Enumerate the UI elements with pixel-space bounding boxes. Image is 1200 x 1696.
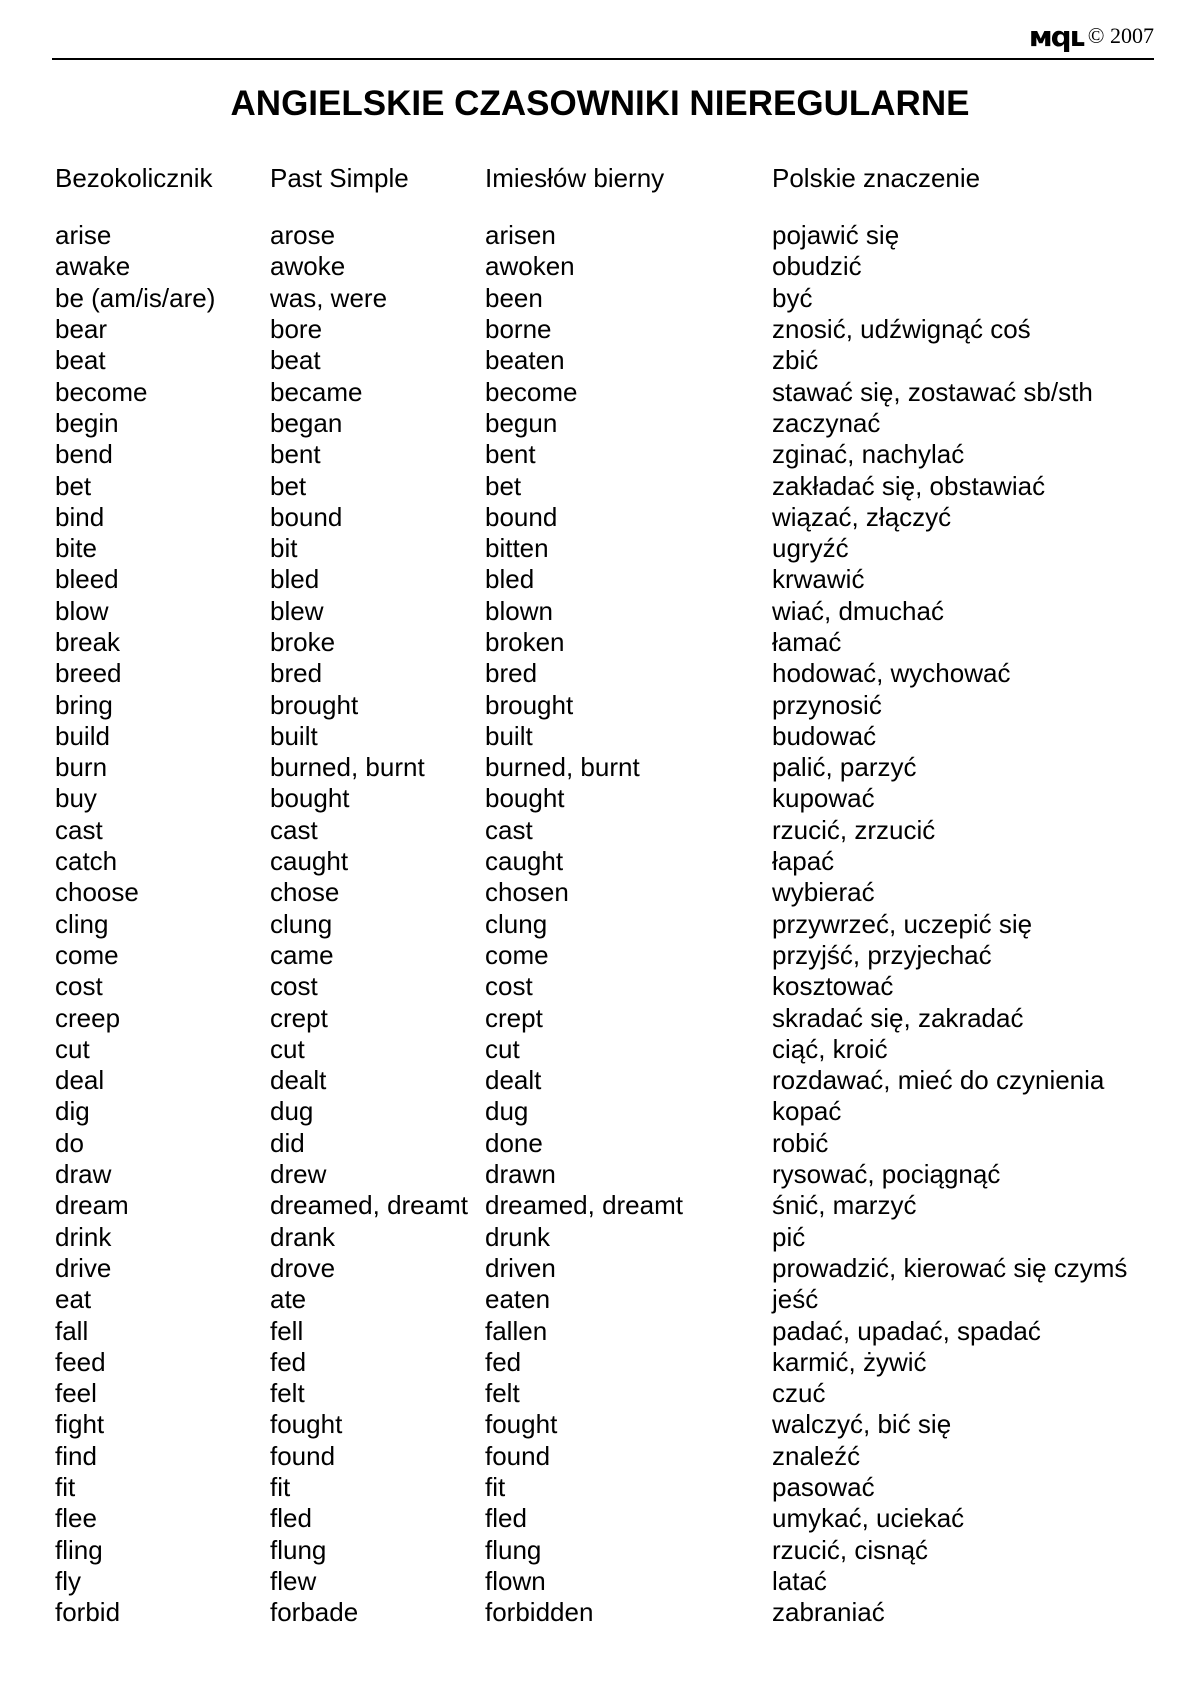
cell-past-simple: cost [270,971,318,1002]
cell-infinitive: drive [55,1252,112,1283]
cell-polish-meaning: wiać, dmuchać [772,595,944,626]
table-row [55,220,1165,251]
cell-infinitive: bind [55,501,105,532]
cell-past-simple: fought [270,1409,343,1440]
table-row [55,314,1165,345]
table-row [55,846,1165,877]
table-row [55,1409,1165,1440]
brand [1030,22,1154,51]
table-row [55,470,1165,501]
cell-infinitive: fight [55,1409,105,1440]
cell-infinitive: cling [55,908,109,939]
cell-infinitive: draw [55,1159,112,1190]
cell-past-participle: cost [485,971,533,1002]
cell-polish-meaning: wiązać, złączyć [772,501,952,532]
cell-past-simple: caught [270,846,349,877]
cell-past-participle: brought [485,689,574,720]
cell-polish-meaning: przywrzeć, uczepić się [772,908,1033,939]
table-row [55,1159,1165,1190]
cell-polish-meaning: obudzić [772,251,862,282]
table-row [55,1597,1165,1628]
cell-past-participle: felt [485,1378,520,1409]
cell-past-participle: bent [485,439,536,470]
cell-polish-meaning: walczyć, bić się [772,1409,952,1440]
cell-past-simple: bred [270,658,323,689]
cell-past-participle: fallen [485,1315,548,1346]
cell-past-participle: crept [485,1002,543,1033]
cell-infinitive: bear [55,314,108,345]
table-row [55,689,1165,720]
cell-infinitive: break [55,627,121,657]
cell-infinitive: be (am/is/are) [55,282,216,313]
cell-past-simple: flew [270,1565,317,1596]
cell-past-simple: bought [270,783,350,814]
table-row [55,783,1165,814]
cell-infinitive: fling [55,1534,103,1565]
cell-infinitive: dream [55,1190,129,1221]
cell-infinitive: build [55,720,110,751]
table-row [55,1378,1165,1409]
cell-past-simple: fed [270,1346,307,1377]
cell-past-participle: bred [485,658,538,689]
cell-past-simple: bled [270,564,320,595]
cell-polish-meaning: czuć [772,1378,826,1409]
cell-past-participle: bought [485,783,565,814]
cell-past-participle: dreamed, dreamt [485,1190,683,1221]
cell-polish-meaning: krwawić [772,564,865,595]
cell-past-participle: begun [485,407,558,438]
cell-polish-meaning: kopać [772,1096,842,1127]
cell-polish-meaning: zginać, nachylać [772,439,965,470]
column-header-past-simple: Past Simple [270,162,409,193]
page-header [52,20,1154,60]
cell-polish-meaning: zakładać się, obstawiać [772,470,1046,501]
cell-infinitive: feel [55,1378,97,1409]
table-row [55,815,1165,846]
cell-past-simple: bit [270,533,298,564]
page-title: ANGIELSKIE CZASOWNIKI NIEREGULARNE [230,84,970,123]
column-header-polish-meaning: Polskie znaczenie [772,162,981,193]
copyright-text: © 2007 [1087,23,1154,48]
table-row [55,1002,1165,1033]
cell-past-simple: drove [270,1252,336,1283]
cell-infinitive: cut [55,1033,90,1064]
cell-past-participle: borne [485,314,552,345]
cell-infinitive: burn [55,752,108,783]
cell-past-simple: beat [270,345,321,376]
table-row [55,1503,1165,1534]
cell-past-participle: fled [485,1503,527,1534]
cell-infinitive: fall [55,1315,89,1346]
table-row [55,251,1165,282]
cell-past-simple: broke [270,627,336,657]
cell-past-simple: cast [270,814,318,845]
cell-past-simple: drank [270,1221,336,1252]
cell-polish-meaning: kosztować [772,971,894,1002]
cell-infinitive: blow [55,595,109,626]
verb-table [55,158,1165,1628]
table-row [55,1096,1165,1127]
cell-past-simple: dealt [270,1065,327,1096]
cell-past-participle: broken [485,627,565,657]
table-row [55,1128,1165,1159]
table-row [55,940,1165,971]
cell-past-participle: driven [485,1252,556,1283]
cell-past-simple: came [270,939,334,970]
cell-past-simple: built [270,720,318,751]
cell-polish-meaning: łapać [772,846,835,877]
cell-past-participle: blown [485,595,553,626]
cell-infinitive: bring [55,689,113,720]
table-row [55,1253,1165,1284]
cell-polish-meaning: pasować [772,1472,875,1503]
cell-past-participle: found [485,1440,551,1471]
cell-past-participle: flown [485,1565,546,1596]
cell-past-simple: forbade [270,1597,359,1628]
cell-past-participle: bled [485,564,535,595]
cell-polish-meaning: przyjść, przyjechać [772,939,992,970]
cell-past-simple: became [270,376,363,407]
cell-past-participle: bet [485,470,522,501]
table-row [55,721,1165,752]
table-header-row [55,158,1165,198]
table-row [55,1034,1165,1065]
cell-infinitive: bend [55,439,113,470]
table-row [55,658,1165,689]
cell-past-participle: built [485,720,533,751]
cell-infinitive: bet [55,470,92,501]
table-body [55,220,1165,1628]
table-row [55,439,1165,470]
cell-polish-meaning: jeść [772,1284,819,1315]
cell-polish-meaning: być [772,282,813,313]
table-row [55,283,1165,314]
cell-past-simple: burned, burnt [270,752,425,783]
cell-infinitive: forbid [55,1597,121,1628]
cell-polish-meaning: znaleźć [772,1440,861,1471]
cell-polish-meaning: rysować, pociągnąć [772,1159,1001,1190]
cell-polish-meaning: rzucić, zrzucić [772,814,936,845]
cell-infinitive: become [55,376,148,407]
cell-infinitive: find [55,1440,97,1471]
table-row [55,1315,1165,1346]
cell-infinitive: creep [55,1002,121,1033]
cell-past-participle: dug [485,1096,529,1127]
cell-past-participle: become [485,376,578,407]
cell-past-simple: did [270,1127,305,1158]
cell-polish-meaning: pojawić się [772,220,900,251]
table-row [55,345,1165,376]
column-header-past-participle: Imiesłów bierny [485,162,665,193]
cell-infinitive: drink [55,1221,112,1252]
cell-past-simple: chose [270,877,340,908]
cell-past-simple: found [270,1440,336,1471]
cell-infinitive: bite [55,533,97,564]
cell-infinitive: eat [55,1284,92,1315]
cell-infinitive: choose [55,877,139,908]
cell-past-simple: bore [270,314,323,345]
cell-past-simple: awoke [270,251,346,282]
cell-polish-meaning: karmić, żywić [772,1346,927,1377]
cell-infinitive: come [55,939,119,970]
cell-past-simple: clung [270,908,333,939]
cell-infinitive: buy [55,783,97,814]
cell-polish-meaning: ugryźć [772,533,849,564]
cell-polish-meaning: skradać się, zakradać [772,1002,1024,1033]
cell-past-participle: arisen [485,220,556,251]
table-row [55,1065,1165,1096]
cell-past-participle: cast [485,814,533,845]
cell-infinitive: deal [55,1065,105,1096]
cell-polish-meaning: rozdawać, mieć do czynienia [772,1065,1105,1096]
cell-past-simple: ate [270,1284,307,1315]
table-row [55,1441,1165,1472]
table-row [55,1190,1165,1221]
cell-polish-meaning: łamać [772,627,842,657]
table-row [55,533,1165,564]
cell-infinitive: dig [55,1096,90,1127]
cell-past-participle: chosen [485,877,569,908]
cell-past-participle: drunk [485,1221,551,1252]
cell-past-simple: drew [270,1159,327,1190]
cell-past-simple: bent [270,439,321,470]
brand-logo: ᴍqʟ [1028,20,1084,53]
cell-past-simple: dug [270,1096,314,1127]
table-row [55,502,1165,533]
cell-polish-meaning: robić [772,1127,829,1158]
cell-infinitive: begin [55,407,119,438]
cell-past-participle: awoken [485,251,575,282]
cell-past-participle: drawn [485,1159,556,1190]
table-row [55,1566,1165,1597]
cell-polish-meaning: padać, upadać, spadać [772,1315,1041,1346]
cell-past-simple: fit [270,1472,291,1503]
cell-past-simple: crept [270,1002,328,1033]
cell-past-simple: flung [270,1534,327,1565]
cell-polish-meaning: rzucić, cisnąć [772,1534,929,1565]
table-row [55,627,1165,658]
cell-infinitive: breed [55,658,122,689]
cell-past-simple: bound [270,501,343,532]
cell-past-participle: cut [485,1033,520,1064]
cell-polish-meaning: ciąć, kroić [772,1033,888,1064]
cell-past-simple: blew [270,595,324,626]
column-header-infinitive: Bezokolicznik [55,162,213,193]
cell-past-participle: come [485,939,549,970]
cell-infinitive: feed [55,1346,106,1377]
cell-polish-meaning: hodować, wychować [772,658,1011,689]
cell-infinitive: do [55,1127,84,1158]
cell-infinitive: cast [55,814,103,845]
table-row [55,1534,1165,1565]
table-row [55,1222,1165,1253]
table-row [55,909,1165,940]
cell-polish-meaning: zbić [772,345,819,376]
cell-past-participle: flung [485,1534,542,1565]
cell-past-simple: fell [270,1315,304,1346]
cell-polish-meaning: zabraniać [772,1597,885,1628]
cell-polish-meaning: wybierać [772,877,875,908]
cell-past-participle: eaten [485,1284,551,1315]
table-row [55,1347,1165,1378]
cell-infinitive: fit [55,1472,76,1503]
cell-past-participle: bitten [485,533,549,564]
cell-polish-meaning: budować [772,720,877,751]
table-row [55,971,1165,1002]
cell-past-participle: dealt [485,1065,542,1096]
table-row [55,408,1165,439]
cell-infinitive: beat [55,345,106,376]
cell-polish-meaning: pić [772,1221,806,1252]
cell-past-simple: fled [270,1503,312,1534]
cell-past-participle: fought [485,1409,558,1440]
cell-polish-meaning: latać [772,1565,827,1596]
table-row [55,1472,1165,1503]
cell-polish-meaning: palić, parzyć [772,752,917,783]
cell-past-simple: brought [270,689,359,720]
table-row [55,376,1165,407]
cell-past-participle: done [485,1127,543,1158]
cell-past-simple: began [270,407,343,438]
cell-past-simple: bet [270,470,307,501]
cell-infinitive: flee [55,1503,97,1534]
cell-past-participle: caught [485,846,564,877]
cell-past-simple: felt [270,1378,305,1409]
cell-past-simple: dreamed, dreamt [270,1190,468,1221]
cell-polish-meaning: umykać, uciekać [772,1503,965,1534]
cell-past-participle: clung [485,908,548,939]
cell-polish-meaning: prowadzić, kierować się czymś [772,1252,1128,1283]
cell-past-simple: was, were [270,282,388,313]
cell-past-participle: been [485,282,543,313]
cell-past-participle: burned, burnt [485,752,640,783]
cell-polish-meaning: kupować [772,783,875,814]
table-row [55,877,1165,908]
table-row [55,752,1165,783]
cell-infinitive: bleed [55,564,119,595]
cell-infinitive: arise [55,220,112,251]
table-row [55,1284,1165,1315]
cell-past-participle: beaten [485,345,565,376]
cell-infinitive: awake [55,251,131,282]
cell-past-simple: cut [270,1033,305,1064]
cell-past-participle: forbidden [485,1597,594,1628]
cell-polish-meaning: znosić, udźwignąć coś [772,314,1031,345]
cell-past-participle: fed [485,1346,522,1377]
cell-past-simple: arose [270,220,336,251]
cell-infinitive: cost [55,971,103,1002]
cell-polish-meaning: przynosić [772,689,882,720]
cell-polish-meaning: śnić, marzyć [772,1190,917,1221]
cell-infinitive: catch [55,846,118,877]
cell-infinitive: fly [55,1565,81,1596]
cell-polish-meaning: stawać się, zostawać sb/sth [772,376,1093,407]
cell-past-participle: bound [485,501,558,532]
cell-polish-meaning: zaczynać [772,407,881,438]
cell-past-participle: fit [485,1472,506,1503]
table-row [55,596,1165,627]
table-row [55,564,1165,595]
